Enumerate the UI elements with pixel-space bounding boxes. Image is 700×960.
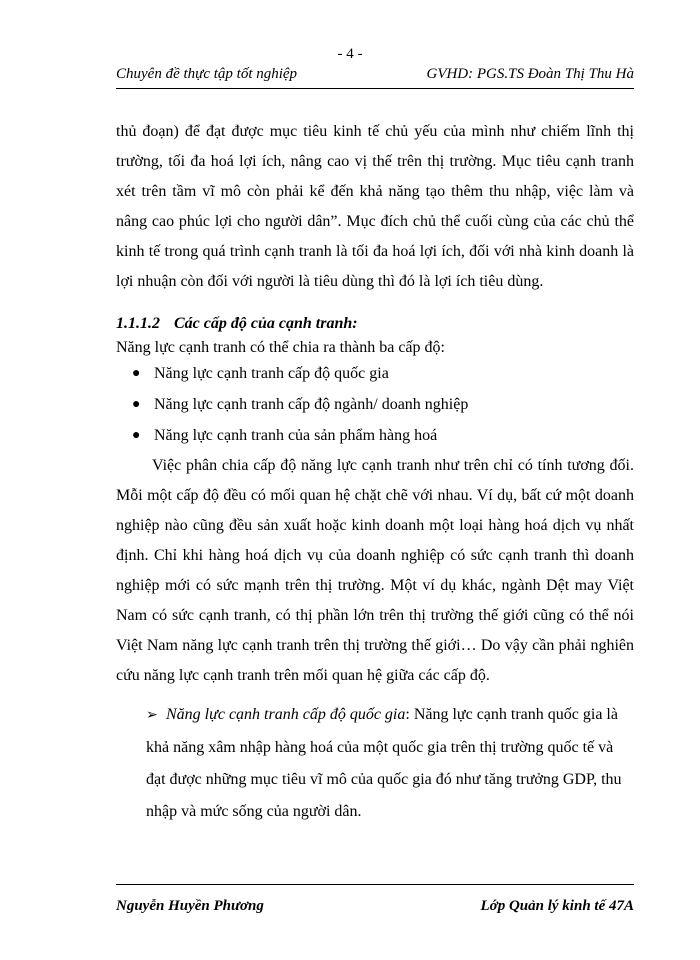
page-footer	[116, 898, 634, 920]
bullet-list	[116, 358, 634, 451]
footer-class: Lớp Quản lý kinh tế 47A	[480, 898, 634, 914]
section-heading	[116, 314, 634, 334]
page-content	[116, 117, 634, 828]
list-item	[116, 389, 634, 420]
bullet-icon: ●	[132, 366, 141, 381]
bullet-icon: ●	[132, 428, 141, 443]
footer-divider	[116, 884, 634, 885]
page-header	[116, 66, 634, 86]
list-item	[116, 358, 634, 389]
subsection-national-level	[146, 699, 634, 828]
page-number: - 4 -	[337, 46, 363, 62]
arrow-bullet-icon: ➢	[146, 708, 158, 723]
subsection-text: : Năng lực cạnh tranh quốc gia là khả năng xâm nhập hàng hoá của một quốc gia trên thị trường quốc tế và đạt được những mục tiêu vĩ mô của quốc gia đó như tăng trưởng GDP, thu nhập và mức sống của người dân.	[146, 706, 622, 820]
header-supervisor: GVHD: PGS.TS Đoàn Thị Thu Hà	[426, 66, 634, 82]
bullet-icon: ●	[132, 397, 141, 412]
paragraph-2: Việc phân chia cấp độ năng lực cạnh tranh như trên chỉ có tính tương đối. Mỗi một cấp độ đều có mối quan hệ chặt chẽ với nhau. Ví dụ, bất cứ một doanh nghiệp nào cũng đều sản xuất hoặc kinh doanh một loại hàng hoá dịch vụ nhất định. Chỉ khi hàng hoá dịch vụ của doanh nghiệp có sức cạnh tranh thì doanh nghiệp mới có sức mạnh trên thị trường. Một ví dụ khác, ngành Dệt may Việt Nam có sức cạnh tranh, có thị phần lớn trên thị trường thế giới cũng có thể nói Việt Nam năng lực cạnh tranh trên thị trường thế giới… Do vậy cần phải nghiên cứu năng lực cạnh tranh trên mối quan hệ giữa các cấp độ.	[116, 457, 634, 684]
section-intro: Năng lực cạnh tranh có thể chia ra thành ba cấp độ:	[116, 339, 445, 356]
paragraph-1: thủ đoạn) để đạt được mục tiêu kinh tế chủ yếu của mình như chiếm lĩnh thị trường, tối đa hoá lợi ích, nâng cao vị thế trên thị trường. Mục tiêu cạnh tranh xét trên tầm vĩ mô còn phải kể đến khả năng tạo thêm thu nhập, việc làm và nâng cao phúc lợi cho người dân”. Mục đích chủ thể cuối cùng của các chủ thể kinh tế trong quá trình cạnh tranh là tối đa hoá lợi ích, đối với nhà kinh doanh là lợi nhuận còn đối với người là tiêu dùng thì đó là lợi ích tiêu dùng.	[116, 123, 634, 290]
list-item-text: Năng lực cạnh tranh của sản phẩm hàng hoá	[154, 427, 438, 444]
list-item	[116, 420, 634, 451]
list-item-text: Năng lực cạnh tranh cấp độ quốc gia	[154, 365, 389, 382]
list-item-text: Năng lực cạnh tranh cấp độ ngành/ doanh nghiệp	[154, 396, 469, 413]
subsection-lead: Năng lực cạnh tranh cấp độ quốc gia	[166, 706, 406, 723]
subsection-paragraph	[146, 699, 634, 828]
footer-author: Nguyễn Huyền Phương	[116, 898, 264, 914]
header-document-title: Chuyên đề thực tập tốt nghiệp	[116, 66, 298, 82]
section-title: Các cấp độ của cạnh tranh:	[174, 315, 358, 332]
section-number: 1.1.1.2	[116, 315, 160, 332]
header-divider	[116, 88, 634, 89]
